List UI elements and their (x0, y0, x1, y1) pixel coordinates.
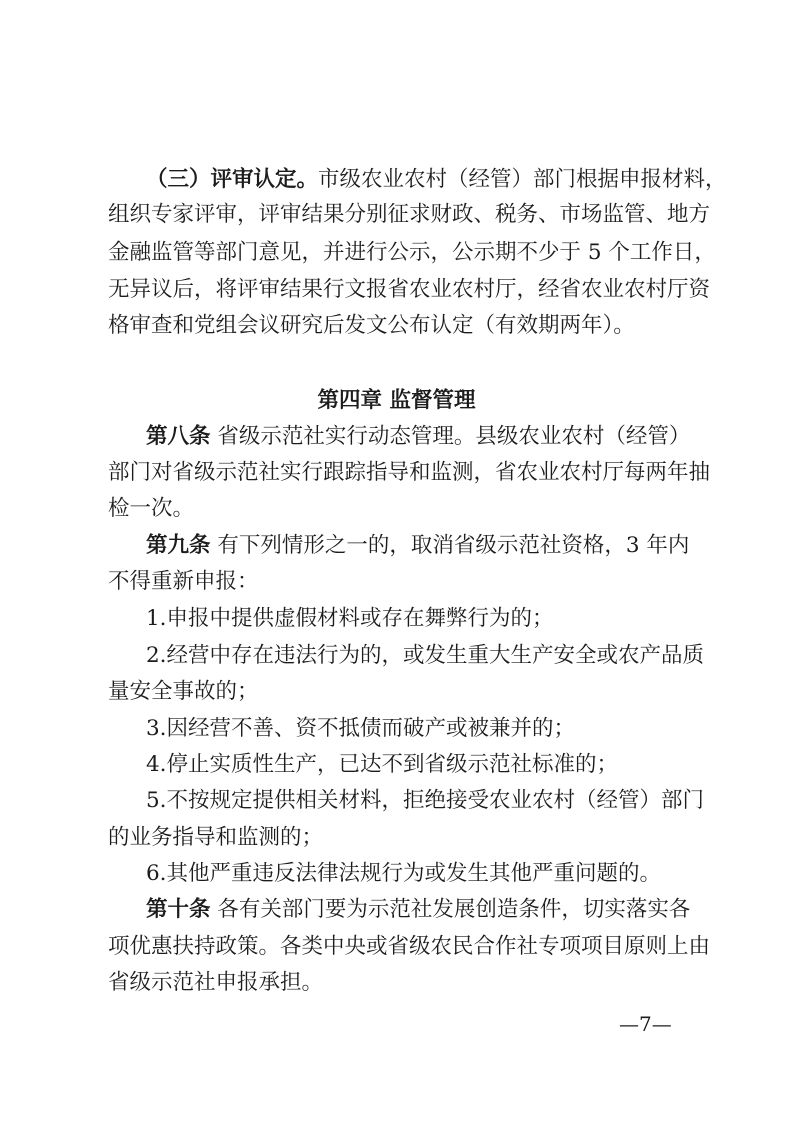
article8-label: 第八条 (146, 424, 211, 449)
list-item: 量安全事故的； (108, 679, 259, 704)
paragraph-text: 有下列情形之一的，取消省级示范社资格，3 年内 (210, 533, 690, 558)
article9-line1 (0, 528, 793, 564)
paragraph-text: 项优惠扶持政策。各类中央或省级农民合作社专项项目原则上由 (108, 934, 711, 959)
section3-line4 (0, 272, 793, 308)
section3-line3 (0, 235, 793, 271)
paragraph-text: 无异议后，将评审结果行文报省农业农村厅，经省农业农村厅资 (108, 277, 711, 302)
section3-line1-text: 市级农业农村（经管）部门根据申报材料， (318, 167, 727, 192)
paragraph-text: 省级示范社申报承担。 (108, 970, 324, 995)
article8-line3 (0, 491, 793, 527)
article9-item5-line2 (0, 820, 793, 856)
list-item: 4.停止实质性生产，已达不到省级示范社标准的； (146, 752, 619, 777)
list-item: 6.其他严重违反法律法规行为或发生其他严重问题的。 (146, 861, 662, 886)
article9-item2-line2 (0, 674, 793, 710)
article8-line2 (0, 455, 793, 491)
paragraph-text: 检一次。 (108, 496, 195, 521)
article9-item6 (0, 856, 793, 892)
chapter-title: 第四章 监督管理 (317, 388, 476, 413)
paragraph-text: 省级示范社实行动态管理。县级农业农村（经管） (210, 424, 691, 449)
article9-item1 (0, 601, 793, 637)
article10-line2 (0, 929, 793, 965)
list-item: 3.因经营不善、资不抵债而破产或被兼并的； (146, 716, 576, 741)
list-item: 的业务指导和监测的； (108, 825, 324, 850)
section3-line2 (0, 197, 793, 233)
section3-heading: （三）评审认定。 (146, 167, 319, 192)
article8-line1 (0, 419, 793, 455)
list-item: 2.经营中存在违法行为的，或发生重大生产安全或农产品质 (146, 643, 705, 668)
article9-line2 (0, 564, 793, 600)
article9-item3 (0, 711, 793, 747)
article10-label: 第十条 (146, 897, 211, 922)
page-number: —7— (619, 1012, 672, 1036)
article9-item4 (0, 747, 793, 783)
article10-line3 (0, 965, 793, 1001)
article9-label: 第九条 (146, 533, 211, 558)
list-item: 1.申报中提供虚假材料或存在舞弊行为的； (146, 606, 554, 631)
article10-line1 (0, 892, 793, 928)
paragraph-text: 不得重新申报： (108, 569, 259, 594)
list-item: 5.不按规定提供相关材料，拒绝接受农业农村（经管）部门 (146, 788, 705, 813)
section3-line1 (0, 162, 793, 198)
article9-item5-line1 (0, 783, 793, 819)
paragraph-text: 各有关部门要为示范社发展创造条件，切实落实各 (210, 897, 691, 922)
paragraph-text: 格审查和党组会议研究后发文公布认定（有效期两年）。 (108, 313, 635, 338)
section3-line5 (0, 308, 793, 344)
paragraph-text: 组织专家评审，评审结果分别征求财政、税务、市场监管、地方 (108, 202, 711, 227)
paragraph-text: 部门对省级示范社实行跟踪指导和监测，省农业农村厅每两年抽 (108, 460, 711, 485)
article9-item2-line1 (0, 638, 793, 674)
paragraph-text: 金融监管等部门意见，并进行公示，公示期不少于 5 个工作日， (108, 240, 716, 265)
